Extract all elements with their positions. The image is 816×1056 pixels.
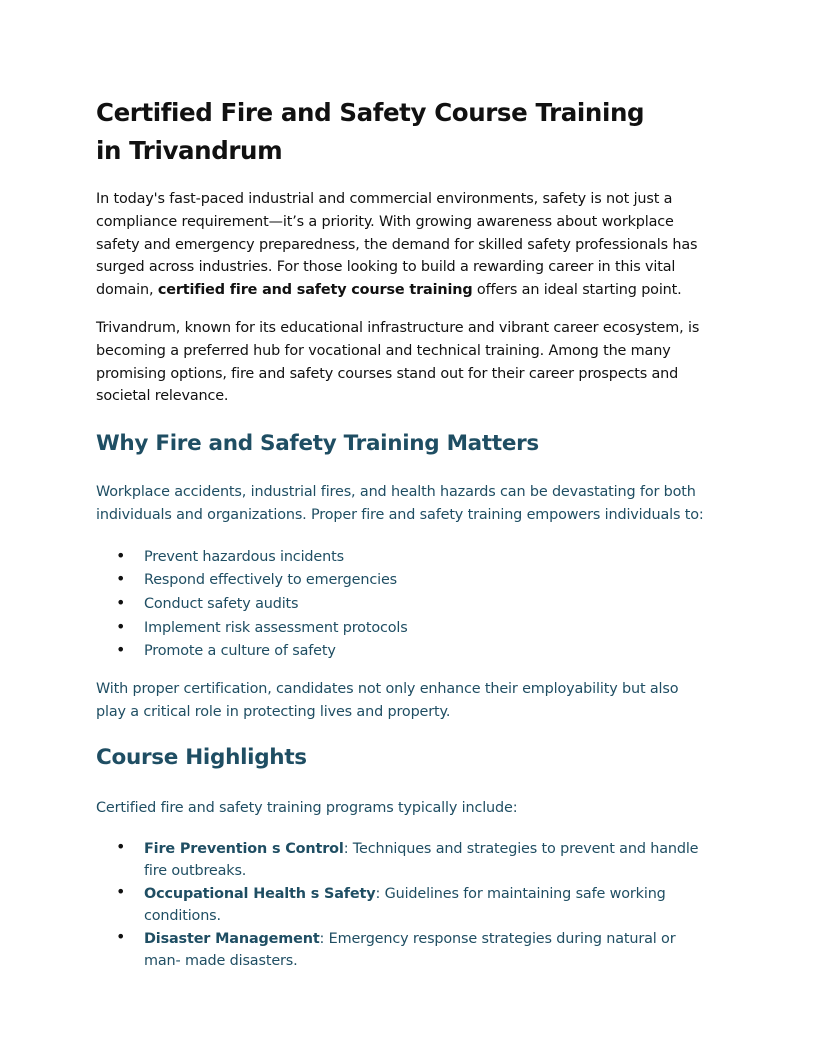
why-closing-paragraph: With proper certification, candidates not only enhance their employability but also play a critical role in protecting lives and property. [96, 680, 679, 720]
bullet-icon: • [116, 837, 126, 857]
highlight-description: : Emergency response strategies during natural or man- made disasters. [144, 931, 676, 970]
list-item [116, 546, 706, 570]
page-title [96, 94, 706, 170]
bullet-icon: • [116, 545, 126, 565]
list-item-text: Promote a culture of safety [144, 643, 336, 660]
highlight-term: Disaster Management [144, 931, 320, 948]
intro-text-end: offers an ideal starting point. [472, 282, 682, 299]
intro-text-start: In today's fast-paced industrial and commercial environments, safety is not just a compliance requirement—it’s a priority. With growing awareness about workplace safety and emergency preparedness, the demand for skilled safety professionals has surged across industries. For those looking to build a rewarding career in this vital domain, [96, 191, 698, 299]
why-bullet-list [116, 546, 706, 664]
list-item [116, 617, 706, 641]
bullet-icon: • [116, 569, 126, 589]
title-line-1: Certified Fire and Safety Course Training [96, 98, 645, 127]
bullet-icon: • [116, 616, 126, 636]
highlight-term: Occupational Health s Safety [144, 886, 376, 903]
list-item-text: Implement risk assessment protocols [144, 619, 408, 636]
title-line-2: in Trivandrum [96, 136, 283, 165]
intro-paragraph-1 [96, 188, 706, 302]
bullet-icon: • [116, 592, 126, 612]
intro-paragraph-2: Trivandrum, known for its educational infrastructure and vibrant career ecosystem, is becoming a preferred hub for vocational and technical training. Among the many promising options, fire and safety courses stand out for their career prospects and societal relevance. [96, 319, 700, 405]
list-item-text: Prevent hazardous incidents [144, 548, 344, 565]
list-item [116, 883, 706, 927]
list-item-text: Respond effectively to emergencies [144, 572, 398, 589]
list-item [116, 640, 706, 664]
why-paragraph: Workplace accidents, industrial fires, and health hazards can be devastating for both individuals and organizations. Proper fire and safety training empowers individuals to: [96, 484, 704, 523]
highlight-description: : Techniques and strategies to prevent and handle fire outbreaks. [144, 841, 699, 880]
list-item-text: Conduct safety audits [144, 595, 299, 612]
highlight-description: : Guidelines for maintaining safe working conditions. [144, 886, 666, 925]
list-item [116, 928, 706, 972]
bullet-icon: • [116, 927, 126, 947]
list-item [116, 569, 706, 593]
list-item [116, 593, 706, 617]
course-intro-paragraph: Certified fire and safety training programs typically include: [96, 800, 518, 817]
document-page [96, 94, 706, 973]
bullet-icon: • [116, 640, 126, 660]
intro-bold-phrase: certified fire and safety course training [157, 282, 473, 299]
course-highlight-list [116, 838, 706, 972]
bullet-icon: • [116, 882, 126, 902]
section-heading-why: Why Fire and Safety Training Matters [96, 431, 539, 457]
highlight-term: Fire Prevention s Control [144, 841, 344, 858]
list-item [116, 838, 706, 882]
section-heading-course: Course Highlights [96, 745, 307, 771]
